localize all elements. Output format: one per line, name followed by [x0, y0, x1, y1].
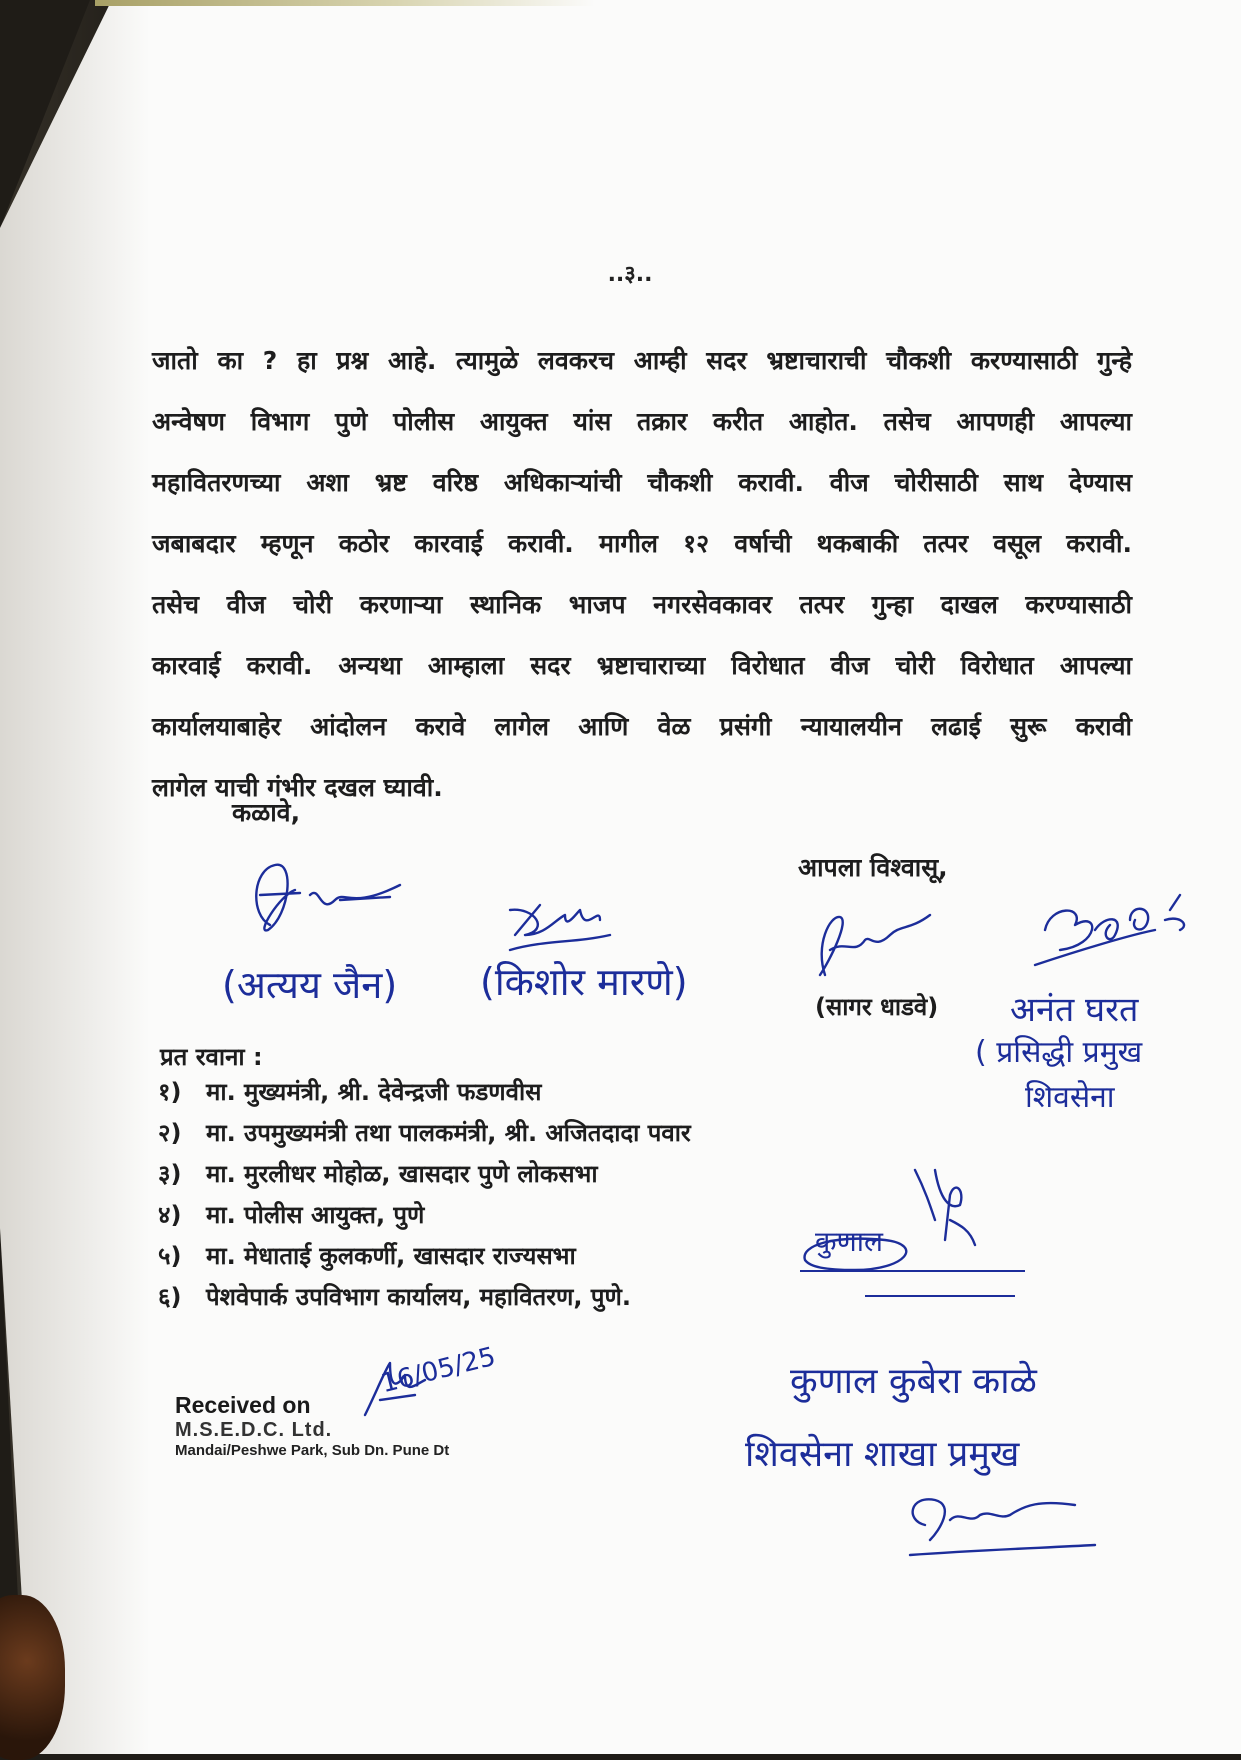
- signature-loop: [795, 1225, 935, 1275]
- list-item-text: पेशवेपार्क उपविभाग कार्यालय, महावितरण, पुणे.: [206, 1283, 631, 1311]
- list-item-number: ४): [158, 1201, 182, 1229]
- signature-underline: [800, 1270, 1025, 1272]
- yours-faithfully: आपला विश्वासू,: [798, 853, 948, 882]
- signature-1: [240, 855, 410, 965]
- list-item: [158, 1154, 691, 1195]
- list-item: [158, 1195, 691, 1236]
- stamp-line3: Mandai/Peshwe Park, Sub Dn. Pune Dt: [175, 1442, 450, 1459]
- body-line: महावितरणच्या अशा भ्रष्ट वरिष्ठ अधिकाऱ्यांची चौकशी करावी. वीज चोरीसाठी साथ देण्यास: [152, 468, 1132, 497]
- handwritten-role-line2: शिवसेना: [1025, 1080, 1115, 1115]
- list-item-text: मा. मुरलीधर मोहोळ, खासदार पुणे लोकसभा: [206, 1160, 598, 1188]
- copy-to-title: प्रत रवाना :: [160, 1043, 263, 1071]
- list-item-number: ६): [158, 1283, 182, 1311]
- body-line: जबाबदार म्हणून कठोर कारवाई करावी. मागील १२ वर्षाची थकबाकी तत्पर वसूल करावी.: [152, 529, 1132, 558]
- handwritten-name-2: (किशोर मारणे): [480, 960, 688, 1004]
- body-line: जातो का ? हा प्रश्न आहे. त्यामुळे लवकरच आम्ही सदर भ्रष्टाचाराची चौकशी करण्यासाठी गुन्हे: [152, 346, 1132, 375]
- signature-6: [900, 1480, 1100, 1560]
- list-item-number: १): [158, 1078, 182, 1106]
- page-edge: [95, 0, 595, 6]
- signature-3: [800, 905, 940, 985]
- signature-underline: [865, 1295, 1015, 1297]
- list-item: [158, 1277, 691, 1318]
- page-number: ..३..: [607, 262, 653, 287]
- list-item-text: मा. मेधाताई कुलकर्णी, खासदार राज्यसभा: [206, 1242, 576, 1270]
- handwritten-sig-kunal: कुणाल: [815, 1225, 883, 1258]
- signature-4: [1030, 890, 1200, 975]
- closing-text: कळावे,: [232, 798, 301, 827]
- letter-body: [152, 330, 1132, 818]
- list-item-number: २): [158, 1119, 182, 1147]
- body-line: कारवाई करावी. अन्यथा आम्हाला सदर भ्रष्टाचाराच्या विरोधात वीज चोरी विरोधात आपल्या: [152, 651, 1132, 680]
- body-line: अन्वेषण विभाग पुणे पोलीस आयुक्त यांस तक्रार करीत आहोत. तसेच आपणही आपल्या: [152, 407, 1132, 436]
- list-item-text: मा. मुख्यमंत्री, श्री. देवेन्द्रजी फडणवीस: [206, 1078, 542, 1106]
- stamp-date: 16/05/25: [378, 1341, 499, 1400]
- handwritten-note-line2: शिवसेना शाखा प्रमुख: [745, 1434, 1020, 1475]
- handwritten-note-line1: कुणाल कुबेरा काळे: [790, 1361, 1037, 1402]
- list-item-text: मा. उपमुख्यमंत्री तथा पालकमंत्री, श्री. अजितदादा पवार: [206, 1119, 691, 1147]
- list-item: [158, 1113, 691, 1154]
- stamp-line2: M.S.E.D.C. Ltd.: [175, 1419, 333, 1441]
- handwritten-name-1: (अत्यय जैन): [222, 963, 398, 1007]
- list-item-number: ५): [158, 1242, 182, 1270]
- list-item: [158, 1236, 691, 1277]
- page-shadow: [0, 0, 150, 1754]
- list-item-number: ३): [158, 1160, 182, 1188]
- list-item-text: मा. पोलीस आयुक्त, पुणे: [206, 1201, 425, 1229]
- body-line: लागेल याची गंभीर दखल घ्यावी.: [152, 773, 443, 802]
- body-line: तसेच वीज चोरी करणाऱ्या स्थानिक भाजप नगरसेवकावर तत्पर गुन्हा दाखल करण्यासाठी: [152, 590, 1132, 619]
- stamp-line1: Received on: [175, 1392, 311, 1418]
- body-line: कार्यालयाबाहेर आंदोलन करावे लागेल आणि वेळ प्रसंगी न्यायालयीन लढाई सुरू करावी: [152, 712, 1132, 741]
- list-item: [158, 1072, 691, 1113]
- printed-signatory: (सागर धाडवे): [815, 993, 939, 1021]
- copy-to-list: [158, 1072, 691, 1318]
- handwritten-name-3: अनंत घरत: [1010, 990, 1139, 1030]
- handwritten-role-line1: ( प्रसिद्धी प्रमुख: [975, 1035, 1143, 1070]
